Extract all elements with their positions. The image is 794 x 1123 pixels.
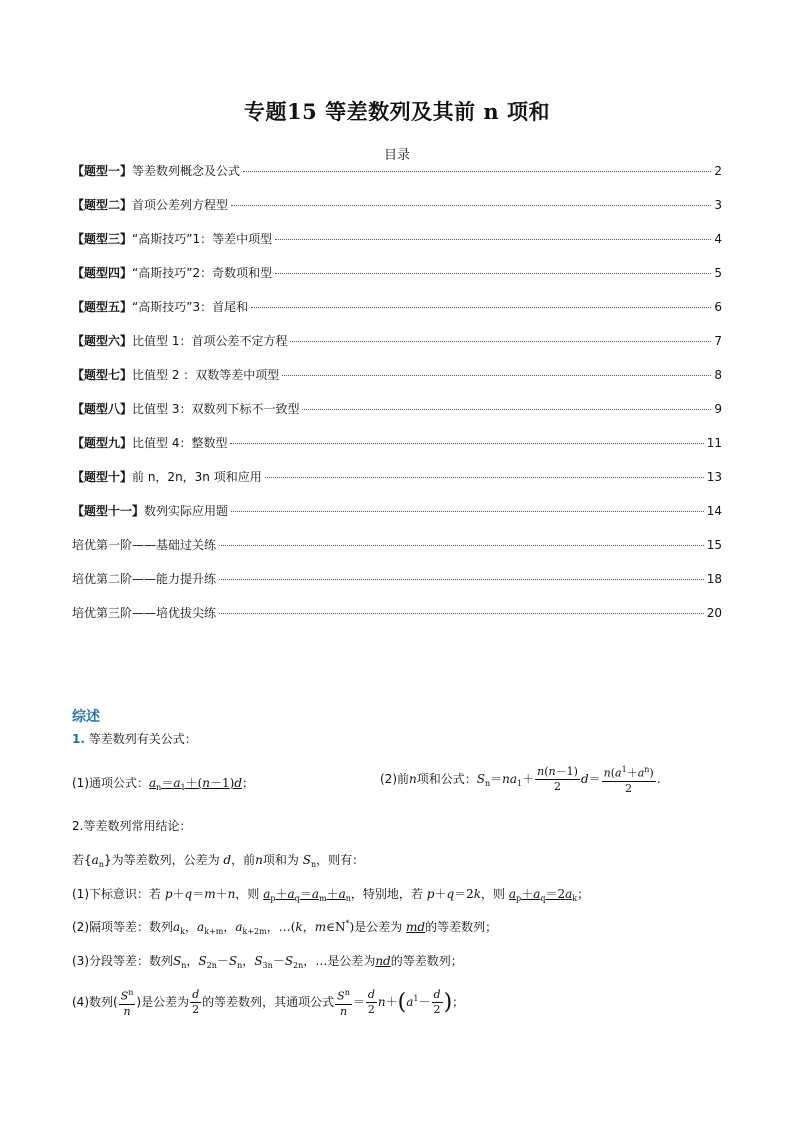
toc-entry-label bbox=[72, 604, 216, 621]
toc-dot-leader bbox=[231, 205, 711, 206]
toc-entry-label bbox=[72, 434, 227, 451]
toc-dot-leader bbox=[275, 239, 711, 240]
toc-dot-leader bbox=[219, 545, 704, 546]
toc-entry-text: 比值型 2 ：双数等差中项型 bbox=[132, 368, 280, 382]
page-title: 专题15 等差数列及其前 n 项和 bbox=[244, 99, 550, 124]
toc-entry-text: 比值型 1：首项公差不定方程 bbox=[132, 334, 288, 348]
toc-entry-type: 【题型七】 bbox=[72, 368, 133, 382]
toc-entry-label bbox=[72, 400, 299, 417]
toc-dot-leader bbox=[251, 307, 711, 308]
summary-sub2: 2.等差数列常用结论： bbox=[72, 819, 192, 833]
toc-entry-label bbox=[72, 468, 262, 485]
toc-entry-page: 9 bbox=[714, 402, 722, 416]
toc-dot-leader bbox=[302, 409, 711, 410]
toc-entry-type: 【题型一】 bbox=[72, 164, 133, 178]
toc-entry[interactable] bbox=[72, 298, 722, 332]
toc-entry-page: 15 bbox=[706, 538, 722, 552]
formula-sum: (2)前n项和公式：$S_n=na_1+$ $\frac{n(n-1)}{2}$ d＝ $\frac{n(a^1+a^n)}{2}$ . bbox=[380, 764, 661, 795]
toc-entry-page: 18 bbox=[706, 572, 722, 586]
toc-entry-page: 5 bbox=[714, 266, 722, 280]
toc-entry-page: 2 bbox=[714, 164, 722, 178]
toc-entry-page: 13 bbox=[706, 470, 722, 484]
toc-entry-type: 【题型五】 bbox=[72, 300, 133, 314]
toc-dot-leader bbox=[290, 341, 711, 342]
toc-entry-type: 【题型十】 bbox=[72, 470, 133, 484]
toc-entry-type: 【题型八】 bbox=[72, 402, 133, 416]
toc-dot-leader bbox=[275, 273, 711, 274]
toc-entry-label bbox=[72, 332, 287, 349]
conclusion-2: (2)隔项等差：数列$a_k$，$a_{k+m}$，$a_{k+2m}$，…(k，m∈N*)是公差为 md的等差数列； bbox=[72, 919, 498, 936]
toc-entry[interactable] bbox=[72, 468, 722, 502]
toc-entry[interactable] bbox=[72, 400, 722, 434]
table-of-contents bbox=[72, 162, 722, 638]
toc-entry-text: 首项公差列方程型 bbox=[132, 198, 229, 212]
toc-entry-label bbox=[72, 536, 216, 553]
toc-entry-type: 【题型二】 bbox=[72, 198, 133, 212]
toc-entry-text: “高斯技巧”1：等差中项型 bbox=[132, 232, 273, 246]
summary-heading: 综述 bbox=[72, 709, 100, 725]
toc-entry[interactable] bbox=[72, 604, 722, 638]
toc-entry-label bbox=[72, 264, 272, 281]
toc-entry-text: 培优第二阶——能力提升练 bbox=[72, 572, 217, 586]
toc-entry-type: 【题型九】 bbox=[72, 436, 133, 450]
toc-entry-type: 【题型四】 bbox=[72, 266, 133, 280]
toc-entry[interactable] bbox=[72, 264, 722, 298]
toc-entry-label bbox=[72, 570, 216, 587]
toc-heading: 目录 bbox=[383, 148, 410, 163]
toc-entry-text: 比值型 3：双数列下标不一致型 bbox=[132, 402, 300, 416]
toc-entry[interactable] bbox=[72, 332, 722, 366]
toc-entry-text: “高斯技巧”2：奇数项和型 bbox=[132, 266, 273, 280]
toc-entry-text: 等差数列概念及公式 bbox=[132, 164, 241, 178]
toc-dot-leader bbox=[231, 511, 704, 512]
toc-entry-page: 6 bbox=[714, 300, 722, 314]
toc-dot-leader bbox=[219, 579, 704, 580]
toc-entry-text: 前 n，2n，3n 项和应用 bbox=[132, 470, 262, 484]
toc-dot-leader bbox=[243, 171, 711, 172]
summary-sub1: 1. 等差数列有关公式： bbox=[72, 732, 197, 746]
toc-dot-leader bbox=[219, 613, 704, 614]
toc-entry-page: 4 bbox=[714, 232, 722, 246]
toc-entry-text: 比值型 4：整数型 bbox=[132, 436, 228, 450]
toc-entry-label bbox=[72, 502, 228, 519]
toc-entry-page: 11 bbox=[706, 436, 722, 450]
toc-entry-page: 14 bbox=[706, 504, 722, 518]
toc-entry-type: 【题型三】 bbox=[72, 232, 133, 246]
toc-entry-page: 3 bbox=[714, 198, 722, 212]
conclusion-1: (1)下标意识：若 p＋q＝m＋n，则 $a_p+a_q=a_m+a_n$，特别地，若 p＋q＝2k，则 $a_p+a_q=2a_k$； bbox=[72, 887, 590, 903]
formula-general-term: (1)通项公式：$a_n=a_1+(n-1)d$； bbox=[72, 776, 255, 792]
toc-entry-type: 【题型六】 bbox=[72, 334, 133, 348]
toc-entry-page: 20 bbox=[706, 606, 722, 620]
toc-entry[interactable] bbox=[72, 502, 722, 536]
toc-entry-text: 数列实际应用题 bbox=[144, 504, 229, 518]
toc-entry-label bbox=[72, 366, 279, 383]
toc-entry-label bbox=[72, 298, 248, 315]
toc-entry-text: 培优第三阶——培优拔尖练 bbox=[72, 606, 217, 620]
toc-entry-label bbox=[72, 230, 272, 247]
toc-dot-leader bbox=[230, 443, 703, 444]
toc-entry-text: “高斯技巧”3：首尾和 bbox=[132, 300, 249, 314]
conclusion-intro: 若$\{a_n\}$为等差数列，公差为 d，前n项和为 $S_n$，则有： bbox=[72, 853, 365, 869]
toc-entry-page: 7 bbox=[714, 334, 722, 348]
toc-entry[interactable] bbox=[72, 434, 722, 468]
conclusion-3: (3)分段等差：数列$S_n$，$S_{2n}-S_n$，$S_{3n}-S_{2n}$，…是公差为nd的等差数列； bbox=[72, 954, 463, 970]
toc-entry[interactable] bbox=[72, 230, 722, 264]
toc-entry-page: 8 bbox=[714, 368, 722, 382]
toc-entry-text: 培优第一阶——基础过关练 bbox=[72, 538, 217, 552]
toc-entry[interactable] bbox=[72, 570, 722, 604]
toc-entry-label bbox=[72, 162, 240, 179]
toc-entry-type: 【题型十一】 bbox=[72, 504, 145, 518]
toc-entry[interactable] bbox=[72, 162, 722, 196]
toc-entry[interactable] bbox=[72, 196, 722, 230]
toc-entry[interactable] bbox=[72, 536, 722, 570]
toc-dot-leader bbox=[282, 375, 711, 376]
conclusion-4: (4)数列( $\frac{S^n}{n}$ )是公差为 $\frac{d}{2}$ 的等差数列，其通项公式 $\frac{S^n}{n}$ ＝ $\frac{d}{2}$ $n+(a^1-$ $\frac{d}{2}$ )； bbox=[72, 987, 465, 1018]
toc-entry-label bbox=[72, 196, 228, 213]
toc-entry[interactable] bbox=[72, 366, 722, 400]
toc-dot-leader bbox=[265, 477, 704, 478]
